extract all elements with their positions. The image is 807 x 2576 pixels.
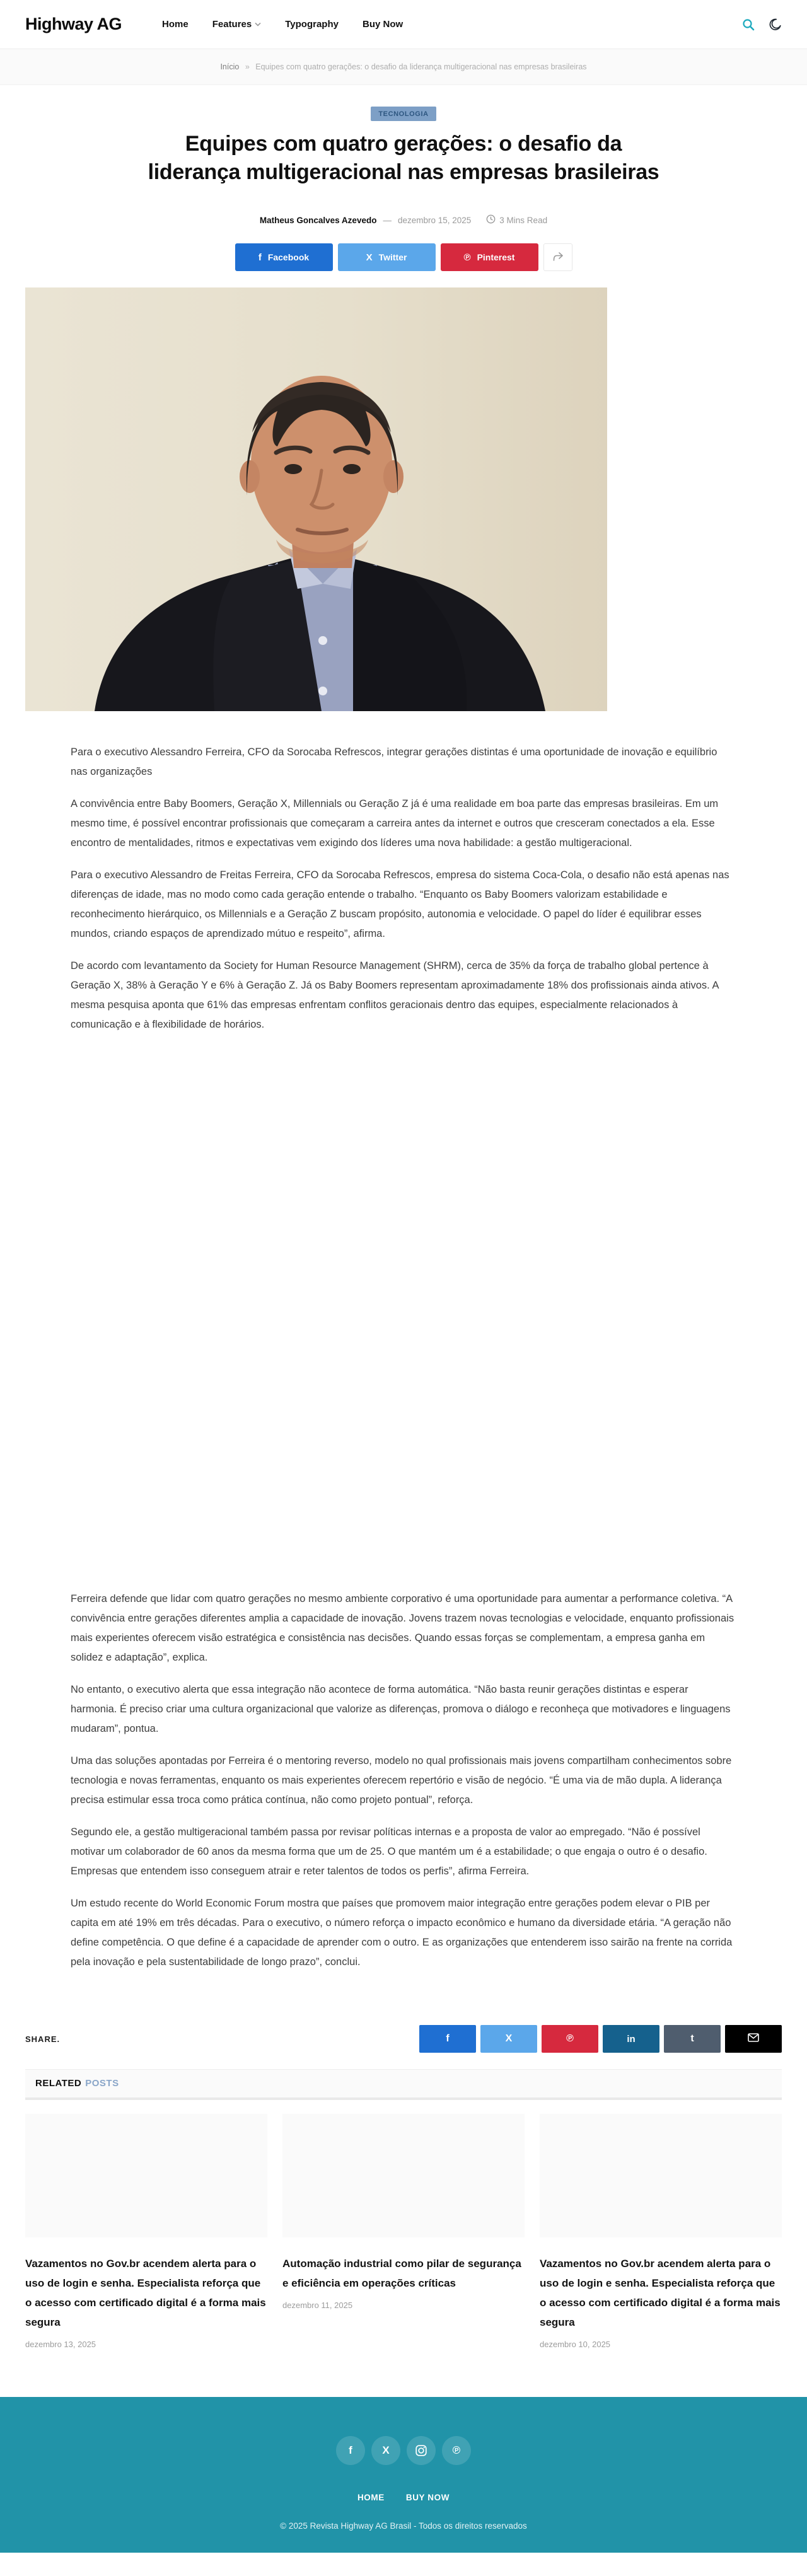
page-title: Equipes com quatro gerações: o desafio da liderança multigeracional nas empresas brasileiras bbox=[148, 132, 659, 184]
related-posts-heading: RELATED POSTS bbox=[25, 2069, 782, 2100]
post-title-link[interactable]: Vazamentos no Gov.br acendem alerta para o uso de login e senha. Especialista reforça que o acesso com certificado digital é a forma mais segura bbox=[540, 2258, 781, 2328]
breadcrumb-home-link[interactable]: Início bbox=[220, 62, 240, 71]
paragraph: No entanto, o executivo alerta que essa integração não acontece de forma automática. “Não basta reunir gerações distintas e esperar harmonia. É preciso criar uma cultura organizacional que valorize as diferenças, promova o diálogo e reconheça que motivadores e linguagens mudaram”, pontua. bbox=[71, 1684, 731, 1734]
main-nav bbox=[162, 19, 403, 30]
post-date: dezembro 13, 2025 bbox=[25, 2340, 96, 2349]
breadcrumb-band bbox=[0, 49, 807, 85]
article-header bbox=[0, 85, 807, 271]
breadcrumb-separator: » bbox=[245, 62, 250, 71]
related-post-card[interactable] bbox=[282, 2114, 525, 2349]
sharebar-facebook-button[interactable] bbox=[419, 2025, 476, 2053]
share-pinterest-button[interactable]: ℗ Pinterest bbox=[441, 243, 538, 271]
twitter-x-icon: X bbox=[366, 252, 373, 263]
paragraph-caption: Para o executivo Alessandro Ferreira, CFO da Sorocaba Refrescos, integrar gerações distintas é uma oportunidade de inovação e equilíbrio nas organizações bbox=[71, 746, 717, 777]
breadcrumb bbox=[220, 62, 586, 71]
footer-link-home[interactable]: HOME bbox=[357, 2493, 385, 2502]
site-header bbox=[0, 0, 807, 49]
related-post-card[interactable] bbox=[540, 2114, 782, 2349]
share-arrow-icon bbox=[553, 252, 563, 263]
nav-typography[interactable]: Typography bbox=[285, 19, 339, 30]
paragraph: Para o executivo Alessandro de Freitas Ferreira, CFO da Sorocaba Refrescos, empresa do sistema Coca-Cola, o desafio não está apenas nas diferenças de idade, mas no modo como cada geração entende o trabalho. “Enquanto os Baby Boomers valorizam estabilidade e reconhecimento hierárquico, os Millennials e a Geração Z buscam propósito, autonomia e velocidade. O papel do líder é equilibrar esses mundos, criando espaços de aprendizado mútuo e respeito”, afirma. bbox=[71, 869, 729, 939]
clock-icon bbox=[486, 214, 496, 226]
bottom-share-bar bbox=[25, 2025, 782, 2053]
paragraph: Ferreira defende que lidar com quatro gerações no mesmo ambiente corporativo é uma oportunidade para aumentar a performance coletiva. “A convivência entre gerações diferentes amplia a capacidade de inovação. Jovens trazem novas tecnologias e velocidade, enquanto profissionais mais experientes oferecem visão estratégica e consistência nas decisões. Quando essas forças se complementam, a empresa ganha em solidez e adaptação”, explica. bbox=[71, 1593, 734, 1663]
read-time: 3 Mins Read bbox=[486, 214, 547, 226]
related-post-card[interactable] bbox=[25, 2114, 267, 2349]
share-network-buttons bbox=[419, 2025, 782, 2053]
empty-ad-slot bbox=[71, 1047, 736, 1589]
author-link[interactable]: Matheus Goncalves Azevedo bbox=[259, 215, 377, 225]
sharebar-linkedin-button[interactable] bbox=[603, 2025, 659, 2053]
breadcrumb-current: Equipes com quatro gerações: o desafio da liderança multigeracional nas empresas brasileiras bbox=[255, 62, 587, 71]
post-thumbnail[interactable] bbox=[25, 2114, 267, 2237]
nav-buy-now[interactable]: Buy Now bbox=[362, 19, 404, 30]
footer-nav bbox=[0, 2493, 807, 2502]
linkedin-icon: in bbox=[627, 2033, 636, 2045]
sharebar-pinterest-button[interactable] bbox=[542, 2025, 598, 2053]
article-body bbox=[71, 743, 736, 1972]
site-footer bbox=[0, 2397, 807, 2553]
sharebar-tumblr-button[interactable] bbox=[664, 2025, 721, 2053]
nav-features[interactable]: Features bbox=[212, 19, 262, 30]
post-thumbnail[interactable] bbox=[540, 2114, 782, 2237]
post-title-link[interactable]: Automação industrial como pilar de segurança e eficiência em operações críticas bbox=[282, 2258, 521, 2289]
footer-social-icons bbox=[0, 2436, 807, 2465]
paragraph: De acordo com levantamento da Society for Human Resource Management (SHRM), cerca de 35% da força de trabalho global pertence à Geração X, 38% à Geração Y e 6% à Geração Z. Já os Baby Boomers representam aproximadamente 18% dos profissionais ainda ativos. A mesma pesquisa aponta que 61% das empresas enfrentam conflitos geracionais dentro das equipes, especialmente relacionados à comunicação e à flexibilidade de horários. bbox=[71, 960, 719, 1030]
sharebar-twitter-button[interactable] bbox=[480, 2025, 537, 2053]
category-badge[interactable]: TECNOLOGIA bbox=[371, 107, 436, 121]
share-more-button[interactable] bbox=[543, 243, 572, 271]
share-twitter-button[interactable]: X Twitter bbox=[338, 243, 436, 271]
header-tools bbox=[742, 18, 782, 31]
paragraph: Um estudo recente do World Economic Forum mostra que países que promovem maior integração entre gerações podem elevar o PIB per capita em até 19% em três décadas. Para o executivo, o número reforça o impacto econômico e humano da diversidade etária. “A geração não define competência. O que define é a capacidade de aprender com o outro. E as organizações que entenderem isso sairão na frente na corrida pela inovação e pela sustentabilidade de longo prazo”, conclui. bbox=[71, 1898, 733, 1968]
share-label: SHARE. bbox=[25, 2034, 61, 2044]
chevron-down-icon bbox=[255, 22, 261, 26]
post-thumbnail[interactable] bbox=[282, 2114, 525, 2237]
site-logo[interactable]: Highway AG bbox=[25, 15, 122, 33]
post-date: dezembro 10, 2025 bbox=[540, 2340, 611, 2349]
paragraph: Uma das soluções apontadas por Ferreira é o mentoring reverso, modelo no qual profissionais mais jovens compartilham conhecimentos sobre tecnologia e novas ferramentas, enquanto os mais experientes oferecem repertório e visão de negócio. “É uma via de mão dupla. A liderança precisa estimular essa troca como prática contínua, não como projeto pontual”, reforça. bbox=[71, 1755, 732, 1806]
footer-facebook-icon[interactable]: f bbox=[336, 2436, 365, 2465]
tumblr-icon: t bbox=[690, 2033, 694, 2044]
facebook-icon: f bbox=[446, 2033, 450, 2044]
paragraph: Segundo ele, a gestão multigeracional também passa por revisar políticas internas e a proposta de valor ao empregado. “Não é possível motivar um colaborador de 60 anos da mesma forma que um de 25. O que mantém um é a estabilidade; o que engaja o outro é o desafio. Empresas que entendem isso conseguem atrair e reter talentos de todos os perfis”, afirma Ferreira. bbox=[71, 1826, 707, 1877]
pinterest-icon: ℗ bbox=[463, 252, 471, 263]
footer-twitter-x-icon[interactable]: X bbox=[371, 2436, 400, 2465]
share-facebook-button[interactable]: f Facebook bbox=[235, 243, 333, 271]
footer-pinterest-icon[interactable]: ℗ bbox=[442, 2436, 471, 2465]
article-hero-image bbox=[25, 287, 607, 711]
post-title-link[interactable]: Vazamentos no Gov.br acendem alerta para o uso de login e senha. Especialista reforça que o acesso com certificado digital é a forma mais segura bbox=[25, 2258, 266, 2328]
related-posts-grid bbox=[25, 2114, 782, 2349]
twitter-x-icon: X bbox=[505, 2033, 513, 2044]
dark-mode-moon-icon[interactable] bbox=[769, 18, 782, 31]
envelope-icon bbox=[748, 2033, 759, 2045]
footer-link-buy-now[interactable]: BUY NOW bbox=[405, 2493, 450, 2502]
pinterest-icon: ℗ bbox=[566, 2033, 574, 2044]
post-date: dezembro 11, 2025 bbox=[282, 2300, 353, 2310]
publish-date: dezembro 15, 2025 bbox=[397, 215, 472, 225]
sharebar-email-button[interactable] bbox=[725, 2025, 782, 2053]
footer-instagram-icon[interactable] bbox=[407, 2436, 436, 2465]
meta-separator: — bbox=[383, 215, 392, 225]
paragraph: A convivência entre Baby Boomers, Geração X, Millennials ou Geração Z já é uma realidade em boa parte das empresas brasileiras. Em um mesmo time, é possível encontrar profissionais que começaram a carreira antes da internet e outros que cresceram conectados a ela. Esse encontro de mentalidades, ritmos e expectativas vem exigindo dos líderes uma nova habilidade: a gestão multigeracional. bbox=[71, 798, 719, 849]
nav-home[interactable]: Home bbox=[162, 19, 189, 30]
top-share-row bbox=[0, 243, 807, 271]
facebook-icon: f bbox=[258, 252, 262, 263]
search-icon[interactable] bbox=[742, 18, 755, 31]
copyright-text: © 2025 Revista Highway AG Brasil - Todos os direitos reservados bbox=[280, 2521, 527, 2531]
article-meta bbox=[0, 214, 807, 226]
